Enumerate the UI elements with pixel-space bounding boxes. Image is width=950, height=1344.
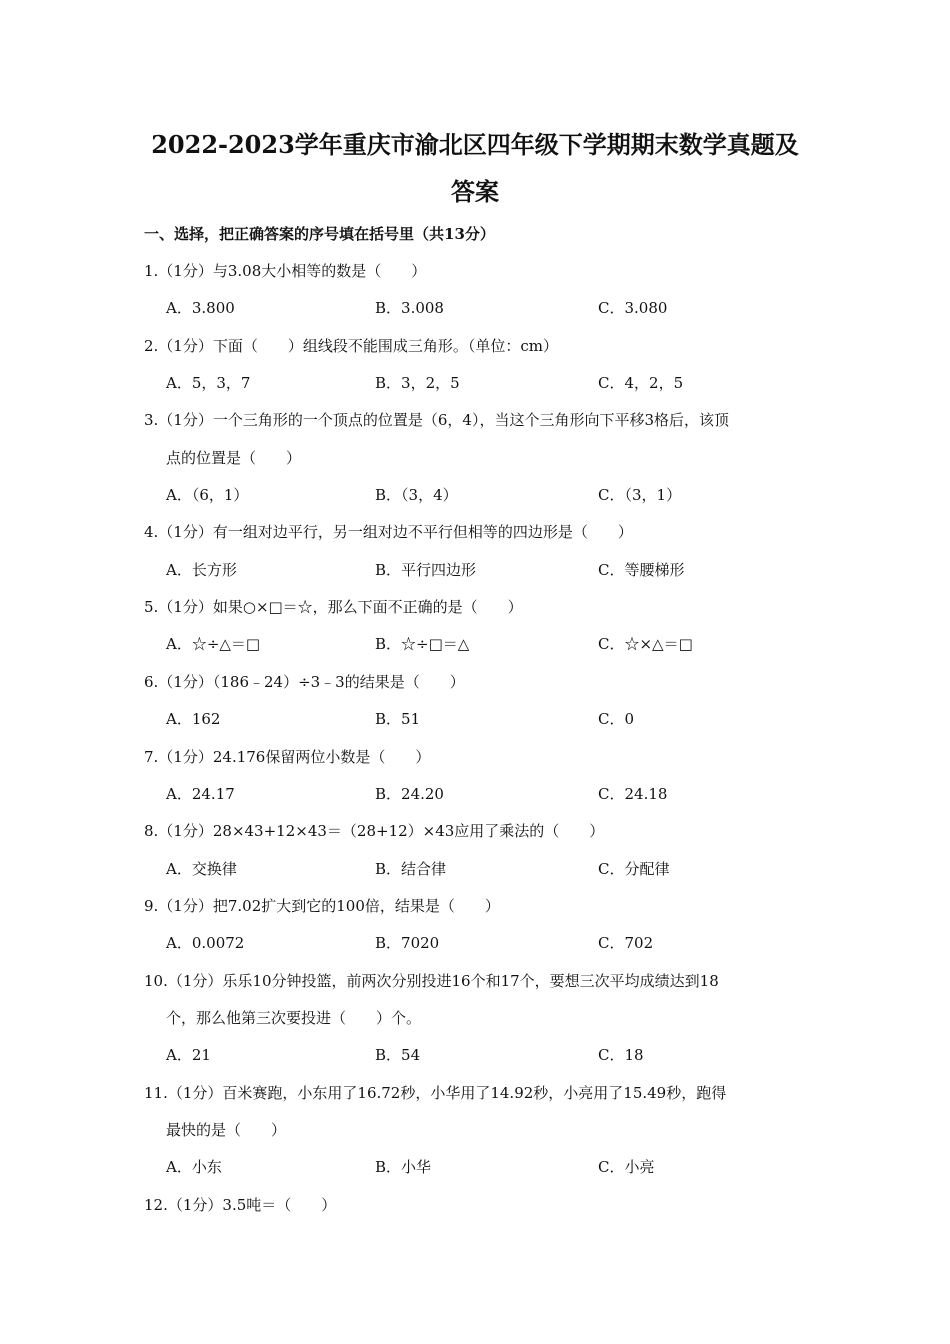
question-stem: 5.（1分）如果○×□＝☆，那么下面不正确的是（ ） bbox=[144, 598, 523, 616]
option-c: C．（3，1） bbox=[598, 486, 682, 504]
question-stem: 9.（1分）把7.02扩大到它的100倍，结果是（ ） bbox=[144, 897, 500, 915]
question-stem: 4.（1分）有一组对边平行，另一组对边不平行但相等的四边形是（ ） bbox=[144, 523, 633, 541]
option-c: C．☆×△＝□ bbox=[598, 635, 693, 653]
option-a: A．24.17 bbox=[166, 785, 235, 803]
option-a: A．长方形 bbox=[166, 561, 237, 579]
question-stem: 8.（1分）28×43+12×43＝（28+12）×43应用了乘法的（ ） bbox=[144, 822, 605, 840]
option-a: A．3.800 bbox=[166, 299, 235, 317]
question-stem: 6.（1分）（186﹣24）÷3﹣3的结果是（ ） bbox=[144, 673, 465, 691]
option-b: B．3.008 bbox=[375, 299, 444, 317]
option-a: A．（6，1） bbox=[166, 486, 249, 504]
question-stem-continued: 点的位置是（ ） bbox=[166, 449, 302, 467]
option-c: C．702 bbox=[598, 934, 654, 952]
option-c: C．0 bbox=[598, 710, 635, 728]
section-heading: 一、选择，把正确答案的序号填在括号里（共13分） bbox=[144, 225, 495, 243]
question-stem: 1.（1分）与3.08大小相等的数是（ ） bbox=[144, 262, 427, 280]
question-stem: 7.（1分）24.176保留两位小数是（ ） bbox=[144, 748, 431, 766]
option-a: A．交换律 bbox=[166, 860, 237, 878]
question-stem: 3.（1分）一个三角形的一个顶点的位置是（6，4），当这个三角形向下平移3格后，该顶 bbox=[144, 411, 729, 429]
option-a: A．小东 bbox=[166, 1158, 222, 1176]
option-c: C．分配律 bbox=[598, 860, 670, 878]
option-b: B．24.20 bbox=[375, 785, 444, 803]
question-stem-continued: 个，那么他第三次要投进（ ）个。 bbox=[166, 1009, 422, 1027]
question-stem: 12.（1分）3.5吨＝（ ） bbox=[144, 1196, 337, 1214]
option-c: C．4，2，5 bbox=[598, 374, 684, 392]
option-c: C．等腰梯形 bbox=[598, 561, 685, 579]
option-a: A．5，3，7 bbox=[166, 374, 251, 392]
option-b: B．小华 bbox=[375, 1158, 432, 1176]
document-title-line-2: 答案 bbox=[451, 177, 499, 206]
question-stem: 2.（1分）下面（ ）组线段不能围成三角形。（单位：cm） bbox=[144, 337, 558, 355]
option-b: B．7020 bbox=[375, 934, 440, 952]
option-b: B．54 bbox=[375, 1046, 421, 1064]
option-c: C．3.080 bbox=[598, 299, 668, 317]
question-stem-continued: 最快的是（ ） bbox=[166, 1121, 287, 1139]
question-stem: 10.（1分）乐乐10分钟投篮，前两次分别投进16个和17个，要想三次平均成绩达到18 bbox=[144, 972, 719, 990]
document-title-line-1: 2022-2023学年重庆市渝北区四年级下学期期末数学真题及 bbox=[151, 130, 799, 159]
option-b: B．51 bbox=[375, 710, 421, 728]
option-c: C．18 bbox=[598, 1046, 644, 1064]
question-stem: 11.（1分）百米赛跑，小东用了16.72秒，小华用了14.92秒，小亮用了15.49秒，跑得 bbox=[144, 1084, 727, 1102]
option-b: B．3，2，5 bbox=[375, 374, 460, 392]
option-a: A．21 bbox=[166, 1046, 211, 1064]
option-b: B．平行四边形 bbox=[375, 561, 477, 579]
option-b: B．（3，4） bbox=[375, 486, 458, 504]
option-c: C．24.18 bbox=[598, 785, 668, 803]
option-a: A．162 bbox=[166, 710, 221, 728]
option-a: A．0.0072 bbox=[166, 934, 245, 952]
option-a: A．☆÷△＝□ bbox=[166, 635, 261, 653]
option-c: C．小亮 bbox=[598, 1158, 655, 1176]
option-b: B．☆÷□＝△ bbox=[375, 635, 470, 653]
option-b: B．结合律 bbox=[375, 860, 447, 878]
